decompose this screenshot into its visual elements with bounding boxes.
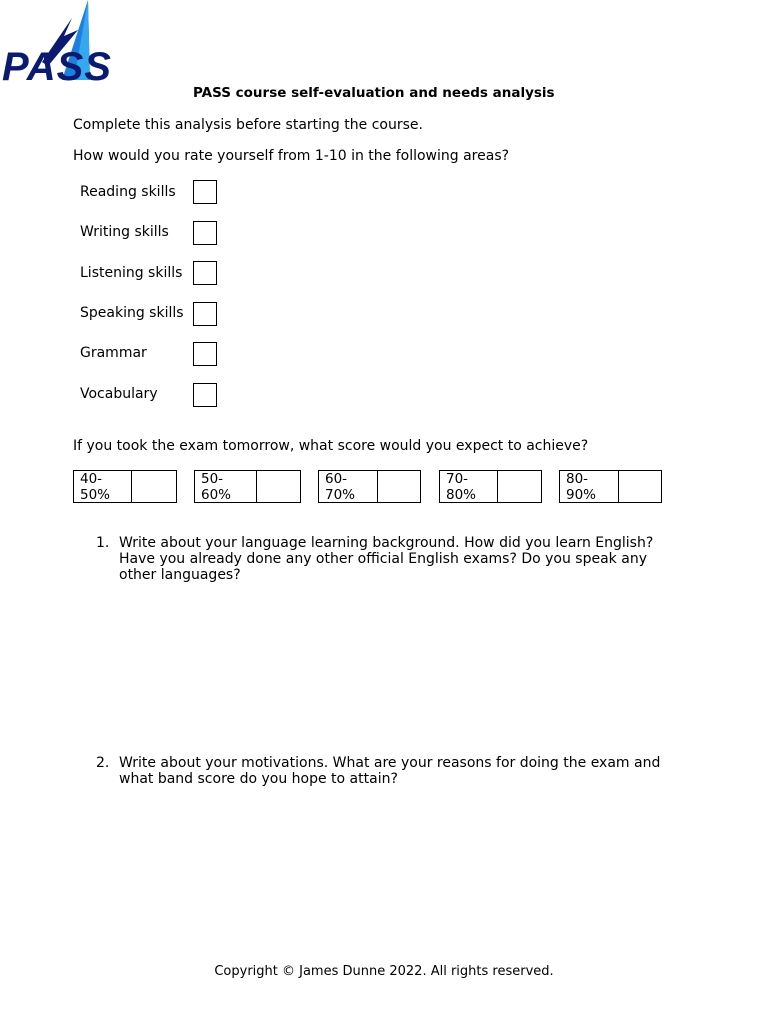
score-option-line2: 60% (201, 487, 232, 503)
skill-rating-box-speaking[interactable] (193, 302, 217, 326)
skill-label-grammar: Grammar (80, 345, 147, 361)
skill-label-vocabulary: Vocabulary (80, 386, 158, 402)
score-option-label (560, 471, 619, 502)
score-option-line1: 50- (201, 471, 224, 487)
question-text: Write about your motivations. What are your reasons for doing the exam and what band score do you hope to attain? (119, 755, 661, 787)
score-option-box[interactable] (378, 471, 420, 502)
score-option-box[interactable] (498, 471, 541, 502)
score-option-box[interactable] (257, 471, 300, 502)
score-option-line1: 60- (325, 471, 348, 487)
score-option-50-60 (194, 470, 301, 503)
score-option-box[interactable] (132, 471, 176, 502)
page-title: PASS course self-evaluation and needs analysis (193, 85, 555, 101)
score-option-label (440, 471, 498, 502)
copyright-footer: Copyright © James Dunne 2022. All rights reserved. (214, 964, 554, 979)
skill-rating-box-reading[interactable] (193, 180, 217, 204)
skill-label-writing: Writing skills (80, 224, 169, 240)
score-option-line2: 90% (566, 487, 597, 503)
logo-text: PASS (2, 45, 112, 84)
score-option-box[interactable] (619, 471, 661, 502)
score-option-label (319, 471, 378, 502)
skill-rating-box-writing[interactable] (193, 221, 217, 245)
intro-text: Complete this analysis before starting the course. (73, 117, 423, 133)
pass-logo (2, 0, 118, 84)
question-number: 2. (96, 755, 110, 771)
score-prompt: If you took the exam tomorrow, what score would you expect to achieve? (73, 438, 589, 454)
skill-label-reading: Reading skills (80, 184, 176, 200)
score-option-80-90 (559, 470, 662, 503)
question-number: 1. (96, 535, 110, 551)
score-option-line2: 80% (446, 487, 477, 503)
score-option-line1: 70- (446, 471, 469, 487)
skill-label-listening: Listening skills (80, 265, 183, 281)
skill-label-speaking: Speaking skills (80, 305, 184, 321)
score-option-70-80 (439, 470, 542, 503)
score-option-line1: 40- (80, 471, 103, 487)
skill-rating-box-listening[interactable] (193, 261, 217, 285)
score-option-label (195, 471, 257, 502)
skill-rating-box-grammar[interactable] (193, 342, 217, 366)
score-option-label (74, 471, 132, 502)
question-text: Write about your language learning background. How did you learn English? Have you already done any other official English exams? Do you speak any other languages? (119, 535, 654, 583)
score-option-line2: 50% (80, 487, 111, 503)
rating-prompt: How would you rate yourself from 1-10 in the following areas? (73, 148, 510, 164)
score-option-line1: 80- (566, 471, 589, 487)
score-option-40-50 (73, 470, 177, 503)
skill-rating-box-vocabulary[interactable] (193, 383, 217, 407)
score-option-line2: 70% (325, 487, 356, 503)
score-option-60-70 (318, 470, 421, 503)
